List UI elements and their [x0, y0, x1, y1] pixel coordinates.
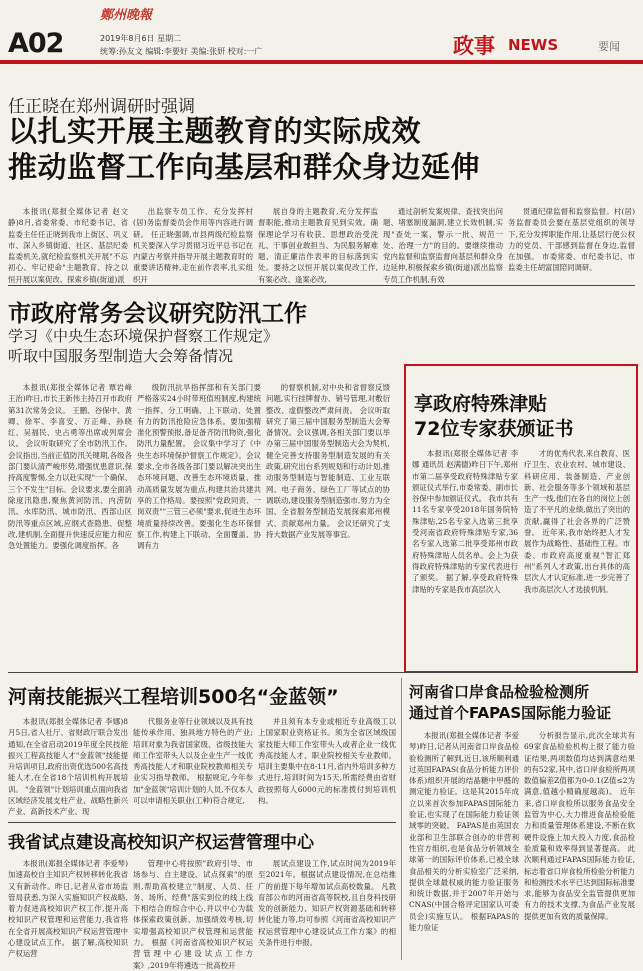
article4-col2: 分析报告显示,此次全球共有69家食品检验机构上报了能力验证结果,两项数值均达到满意结果的有52家,其中,省口岸食检所两项数值偏差Z值都为0-0.1(Z值≤2为满意,值越小精确度越高)。 近年来,省口岸食检所以服务食品安全监管为中心,大力推进食品检验能力和质量管理体系建设,不断在软硬件设施上加大投入力度,食品检验质量和效率得到显著提高。 此次顺利通过FAPAS国际能力验证,标志着省口岸食检所检验分析能力和检测技术水平已达到国际标准要求,能够为食品安全监管提供更加有力的技术支撑,为食品产业发展提供更加有效的质量保障。 [524, 731, 635, 921]
article3-col3: 并且须有本专业或相近专业高级工以上国家职业资格证书。须为全省区域级国家技能大师工作室带头人或者企业一线优秀高技能人才、职业院校相关专业教师。 培训主要集中在8-11月,省内外培训多种方式进行,培训时间为15天,所需经费由省财政按照每人6000元的标准拨付到培训机构。 [258, 717, 396, 806]
article3-headline: 河南技能振兴工程培训500名“金蓝领” [8, 686, 339, 708]
issue-date: 2019年8月6日 星期二 [100, 34, 182, 43]
article1-headline-line1: 以扎实开展主题教育的实际成效 [8, 114, 422, 148]
article5-col2: 管理中心将按照"政府引导、市场参与、自主建设、试点探索"的原则,帮助高校建立"制度、人员、任务、场所、经费"落实到位的线上线下相结合的综合中心,并以中心为载体探索政策创新、加强绩效考核,切实增强高校知识产权管理和运营能力。 根据《河南省高校知识产权运营管理中心建设试点工作方案》,2019年将遴选一批高校开 [133, 859, 253, 970]
header-rule [0, 60, 643, 64]
article1-col5: 贯通纪律监督和监察监督。村(居)务监督委员会要在基层党组织的领导下,充分发挥职能作用,让基层行使公权力的党员、干部感到监督在身边,监督在加强。 市委常委、市纪委书记、市监委主任胡富国陪同调研。 [508, 207, 635, 273]
special-allowance-box [404, 364, 638, 673]
masthead-logo: 鄭州晚報 [100, 8, 153, 23]
box-col1: 本报讯(郑报全媒体记者 李娜 通讯员 赵满德)昨日下午,郑州市第二届享受政府特殊津贴专家颁证仪式举行,市委常委、副市长谷保中参加颁证仪式。 我市共有11名专家享受2018年国务院特殊津贴,25名专家入选第三批享受河南省政府特殊津贴专家,36名专家入选第二批享受郑州市政府特殊津贴人员名单。会上为获得政府特殊津贴的专家代表进行了颁奖。 据了解,享受政府特殊津贴的专家是我市高层次人 [412, 449, 519, 594]
article4-headline-line2: 通过首个FAPAS国际能力验证 [409, 704, 612, 722]
article2-col2: 级防汛抗旱指挥部和有关部门要严格落实24小时带班值班制度,构建统一指挥、分工明确、上下联动、处置有力的防汛抢险应急体系。要加强精准化预警预报,备足备齐防汛物资,强化防汛力量配置。 会议集中学习了《中央生态环境保护督察工作规定》。会议要求,全市各级各部门要以解决突出生态环境问题、改善生态环境质量、推动高质量发展为重点,构建共治共建共享的工作格局。要按照"党政同责、一岗双责""三管三必须"要求,促进生态环境质量持续改善。要强化生态环保督察工作,构建上下联动、全面覆盖、协调有力 [137, 383, 261, 551]
article2-headline: 市政府常务会议研究防汛工作 [8, 301, 307, 327]
article1-col3: 展自身的主题教育,充分发挥监督职能,推动主题教育见到实效。确保理论学习有收获、思想政治受洗礼、干事创业敢担当、为民服务解难题、清正廉洁作表率的目标落到实处。要持之以恒开展以案促改工作,有案必改、逢案必改, [258, 207, 378, 284]
article1-kicker: 任正晓在郑州调研时强调 [8, 97, 195, 117]
box-headline-line1: 享政府特殊津贴 [414, 393, 548, 415]
box-headline [414, 392, 573, 442]
article3-col1: 本报讯(郑报全媒体记者 李娜)8月5日,省人社厅、省财政厅联合发出通知,在全省启动2019年度全民技能振兴工程高技能人才"金蓝领"技能提升培训项目,政府出资优选500名高技能人才,在全省18个培训机构开展培训。 "金蓝领"计划培训重点面向我省区域经济发展支柱产业、战略性新兴产业、高新技术产业、现 [8, 717, 129, 817]
article4-col1: 本报讯(郑报全媒体记者 李爱琴)昨日,记者从河南省口岸食品检验检测所了解到,近日,该所顺利通过英国FAPAS(食品分析能力评价体系)组织开展的结晶糖中甲醛的测定能力验证。这是其2015年成立以来首次参加FAPAS国际能力验证,也实现了在国际能力验证领域零的突破。 FAPAS是由英国农业部和卫生部联合创办的非营利性官方组织,也是食品分析领域全球第一的国际评价体系,已被全球食品相关的分析实验室广泛采纳,提供全球最权威的能力验证服务和统计数据,并于2007年开始与CNAS(中国合格评定国家认可委员会)实施互认。 根据FAPAS的能力验证 [409, 731, 519, 933]
article5-col1: 本报讯(郑报全媒体记者 李爱琴)加速高校自主知识产权转移转化我省又有新动作。昨日,记者从省市场监管局获悉,为深入实施知识产权战略,着力促进高校知识产权工作,提升高校知识产权管理和运营能力,我省将在全省开展高校知识产权运营管理中心建设试点工作。 据了解,高校知识产权运营 [8, 859, 128, 959]
article5-headline: 我省试点建设高校知识产权运营管理中心 [8, 833, 314, 853]
article1-col4: 通过剖析发案规律、查找突出问题、堵塞制度漏洞,建立长效机制,实现"查处一案、警示一批、规范一处、治理一方"的目的。要继续推动党内监督和监察监督向基层和群众身边延伸,积极探索乡镇(街道)派出监察专员工作机制,有效 [383, 207, 503, 284]
box-col2: 才的优秀代表,来自教育、医疗卫生、农业农村、城市建设、科研应用、装备制造、产业创新、社会服务等多个领域和基层生产一线,他们在各自的岗位上创造了不平凡的业绩,做出了突出的贡献,赢得了社会各界的广泛赞誉。 近年来,我市始终把人才发展作为战略性、基础性工程。市委、市政府高度重视"智汇郑州"系列人才政策,出台具体的高层次人才认定标准,进一步完善了我市高层次人才选拔机制。 [524, 449, 630, 594]
article5-col3: 展试点建设工作,试点时间为2019年至2021年。根据试点建设情况,在总结推广的前提下每年增加试点高校数量。 凡教育部公布的河南省高等院校,且自身科技研发的创新能力、知识产权资源基础和转移转化能力等,均可参照《河南省高校知识产权运营管理中心建设试点工作方案》的相关条件进行申报。 [258, 859, 396, 948]
box-headline-line2: 72位专家获颁证书 [414, 418, 574, 440]
editor-credits: 统筹:孙友文 编辑:李要好 美编:张妍 校对:一广 [100, 47, 263, 56]
article2-subheadline [8, 326, 278, 366]
article2-sub-line1: 学习《中央生态环境保护督察工作规定》 [8, 327, 279, 345]
article4-headline [409, 682, 611, 724]
article1-col1: 本报讯(郑报全媒体记者 赵文静)8月,省委常委、市纪委书记、省监委主任任正晓到我市上街区、巩义市、深入乡镇街道、社区、基层纪委监委机关,就纪检监察机关开展"不忘初心、牢记使命"主题教育、持之以恒开展以案促改、探索乡镇(街道)派 [8, 207, 128, 284]
column-divider [401, 678, 402, 960]
page-number: A02 [8, 28, 64, 59]
article2-col1: 本报讯(郑报全媒体记者 覃岩峰 王治)昨日,市长王新伟主持召开市政府第31次常务会议。 王鹏、谷保中、黄卿、徐军、李喜安、万正峰、孙晓红、吴福民、史占勇等出席或列席会议。 会议听取研究了全市防汛工作。会议指出,当前正值防汛关键期,各级各部门要认清严峻形势,增强忧患意识,保持高度警惕,全力以赴实现"一个确保、三个不发生"目标。会议要求,要全面消除度汛隐患,聚焦黄河防汛、内涝防汛、水库防汛、城市防汛、西部山区防汛等重点区域,应纲式查隐患、促整改,建机制,全面提升快速反应能力和应急处置能力。要强化调度指挥。各 [8, 383, 133, 551]
article3-col2: 代服务业等行业领域以及具有技能传承作用、独具地方特色的产业;培训对象为我省国家级、省级技能大师工作室带头人以及企业生产一线优秀高技能人才和职业院校教师相关专业实习指导教师。 根据规定,今年参加"金蓝领"培训计划的人员,不仅本人可以申请相关职业(工种)符合规定, [133, 717, 254, 806]
section-subtitle: 要闻 [598, 40, 620, 53]
section-title: 政事 [453, 34, 495, 58]
article1-col2: 出监察专员工作、充分发挥村(居)务监督委员会作用等内容进行调研。 任正晓强调,市县两级纪检监察机关要深入学习贯彻习近平总书记在内蒙古考察并指导开展主题教育时的重要讲话精神,走在前作表率,扎实组织开 [133, 207, 253, 284]
article3-divider [8, 822, 396, 823]
section-title-en: NEWS [508, 36, 559, 54]
article1-headline [8, 113, 480, 185]
article2-sub-line2: 听取中国服务型制造大会筹备情况 [8, 347, 234, 365]
article4-headline-line1: 河南省口岸食品检验检测所 [409, 683, 590, 701]
article1-headline-line2: 推动监督工作向基层和群众身边延伸 [8, 150, 481, 184]
article2-divider [8, 672, 635, 673]
article2-col3: 的督察机制,对中央和省督察反馈问题,实行挂牌督办、销号管理,对敷衍整改、虚假整改严肃问责。 会议听取研究了第三届中国服务型制造大会筹备情况。会议强调,各相关部门要以举办第三届中国服务型制造大会为契机,健全完善支持服务型制造发展的有关政策,研究出台系列规划和行动计划,推动服务型制造与智能制造、工业互联网、电子商务、绿色工厂等试点的协调联动,建设服务型制造强市,努力为全国、全省服务型制造发展探索郑州模式、贡献郑州力量。 会议还研究了支持大数据产业发展等事宜。 [266, 383, 390, 539]
article1-divider [8, 285, 635, 286]
